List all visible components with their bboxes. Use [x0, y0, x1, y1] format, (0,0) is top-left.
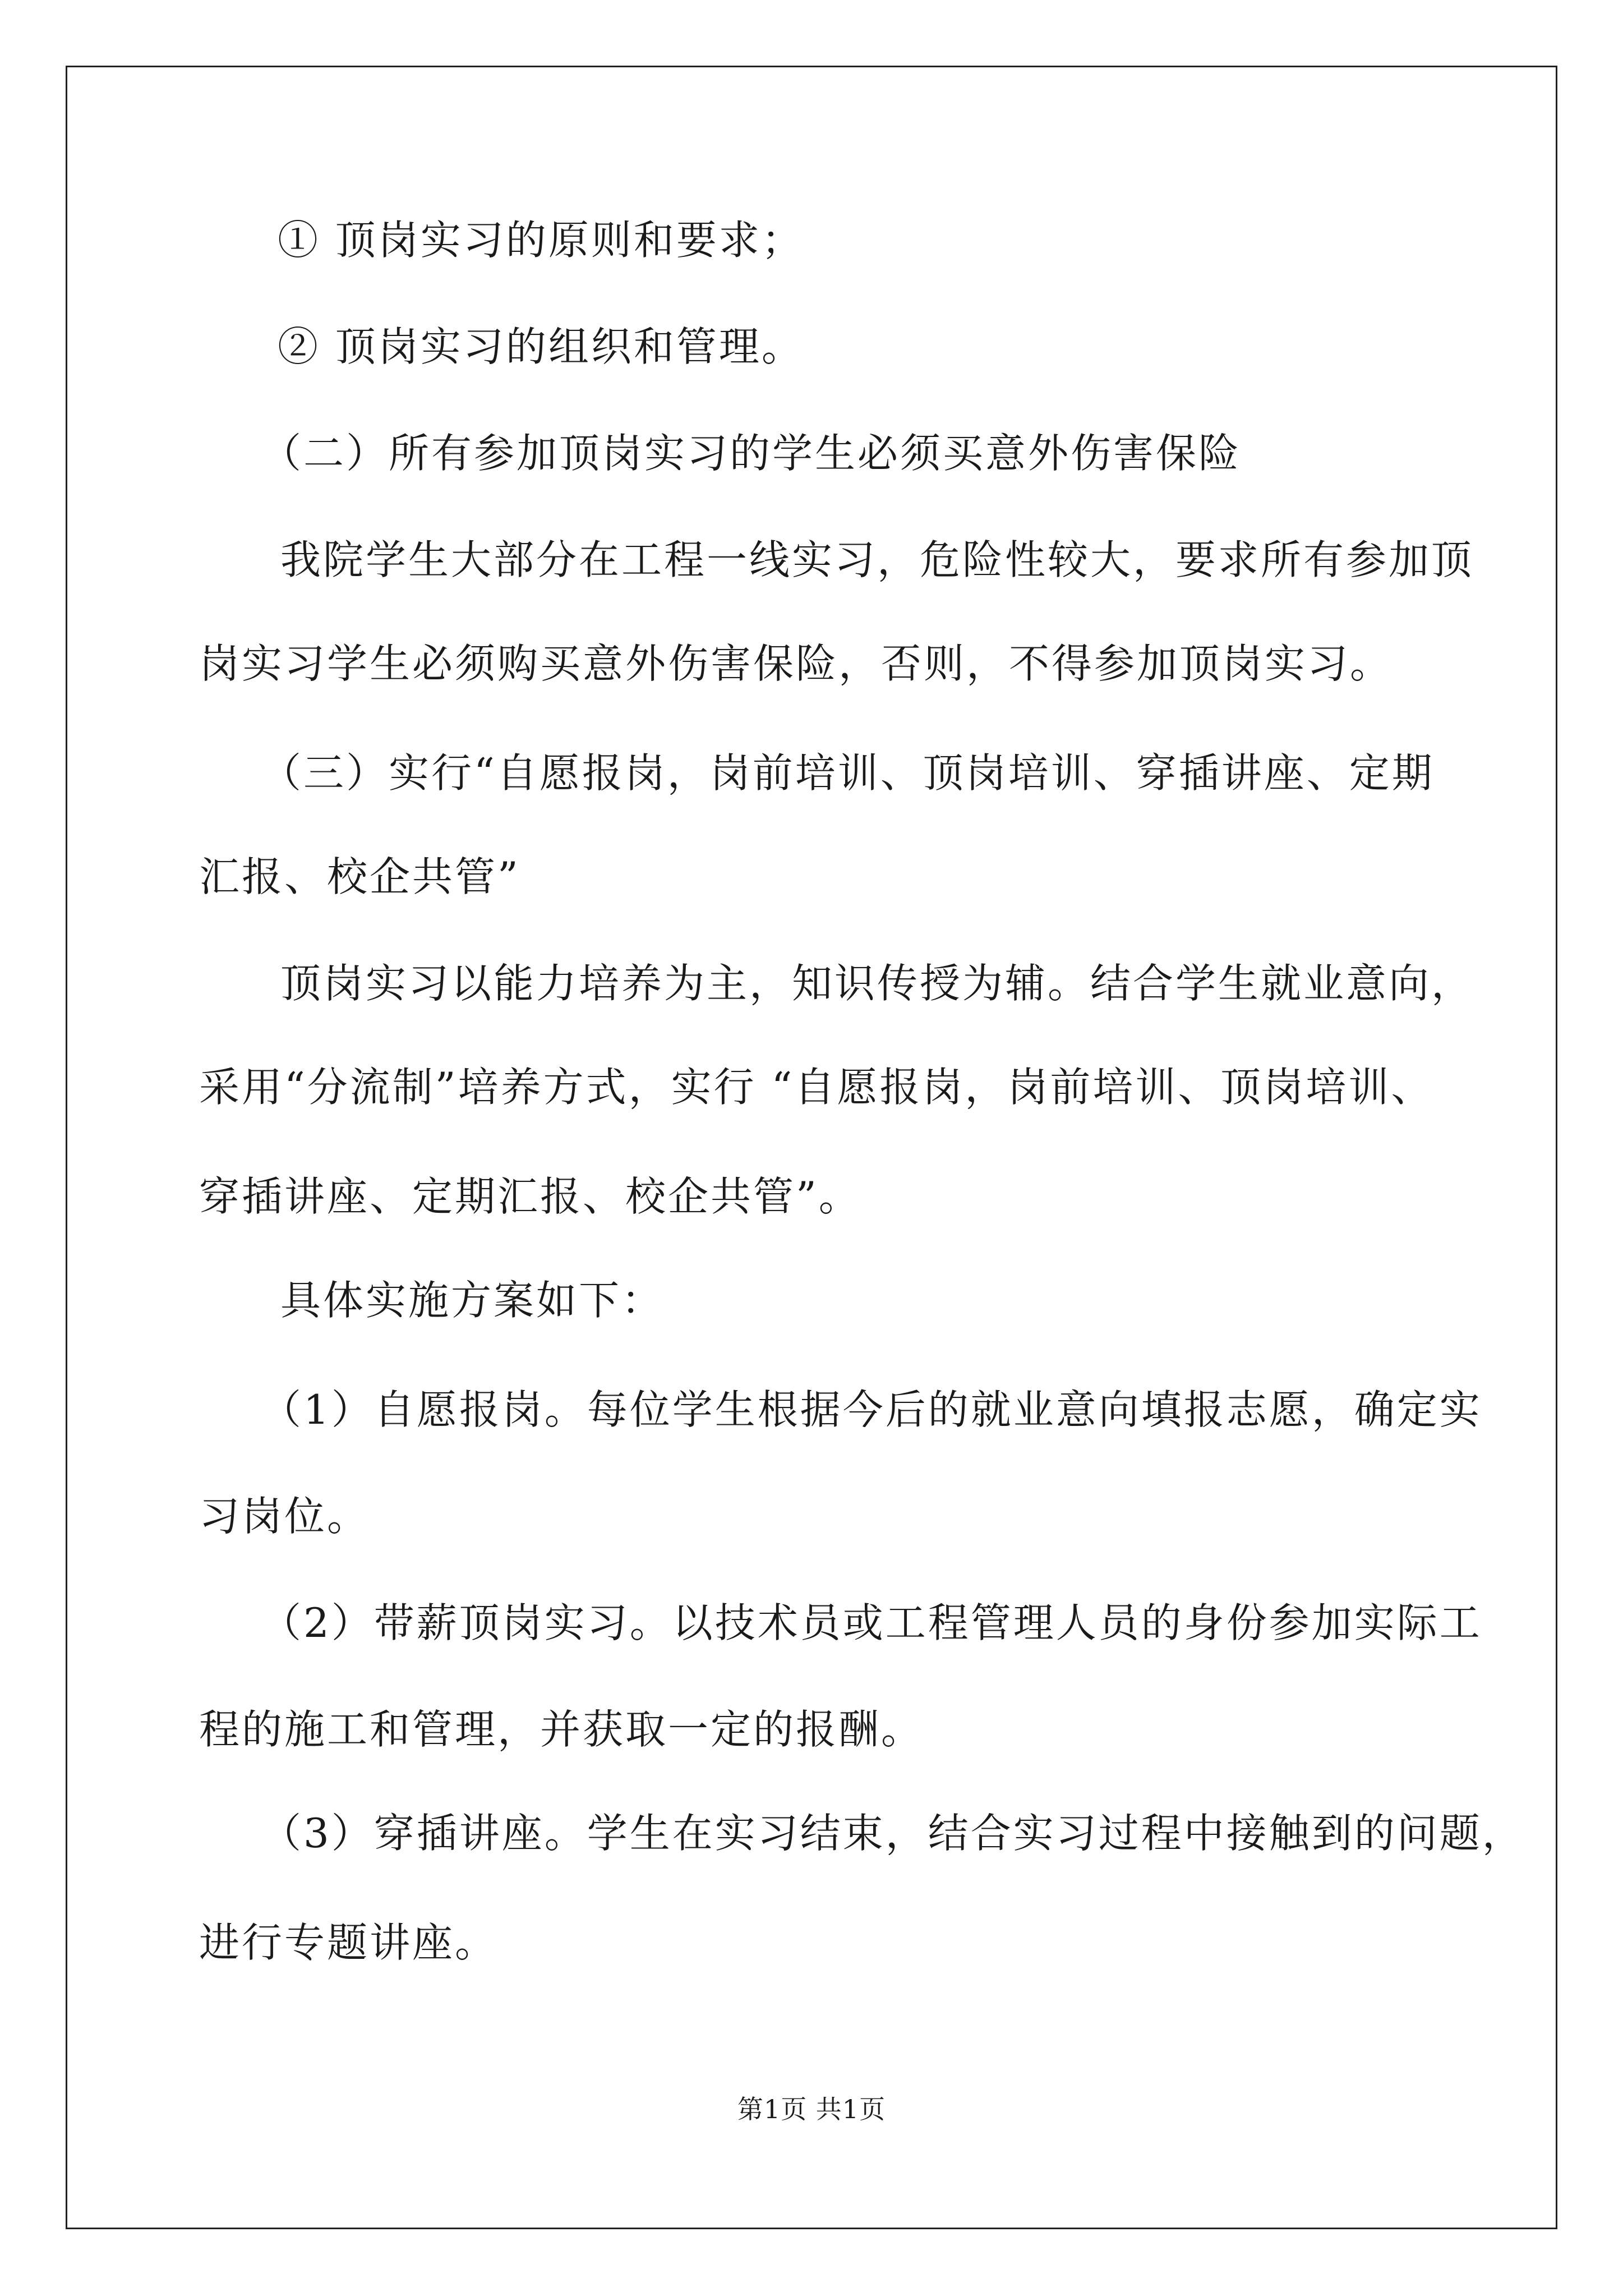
text-line: ① 顶岗实习的原则和要求； — [278, 217, 804, 264]
text-line: 顶岗实习以能力培养为主，知识传授为辅。结合学生就业意向， — [280, 960, 1474, 1007]
text-line: 岗实习学生必须购买意外伤害保险，否则，不得参加顶岗实习。 — [199, 640, 1393, 687]
text-line: 程的施工和管理，并获取一定的报酬。 — [199, 1706, 924, 1753]
list-item: （1）自愿报岗。每位学生根据今后的就业意向填报志愿，确定实 — [261, 1386, 1482, 1433]
text-line: 具体实施方案如下： — [280, 1277, 665, 1324]
list-item: （3）穿插讲座。学生在实习结束，结合实习过程中接触到的问题， — [261, 1810, 1525, 1857]
page-footer: 第1页 共1页 — [737, 2094, 886, 2124]
text-line: 穿插讲座、定期汇报、校企共管”。 — [199, 1173, 861, 1220]
text-line: 汇报、校企共管” — [199, 853, 520, 900]
text-line: 习岗位。 — [199, 1493, 370, 1540]
section-heading: （二）所有参加顶岗实习的学生必须买意外伤害保险 — [261, 430, 1242, 477]
text-line: 采用“分流制”培养方式，实行 “自愿报岗，岗前培训、顶岗培训、 — [199, 1064, 1434, 1111]
text-line: ② 顶岗实习的组织和管理。 — [278, 323, 804, 370]
section-heading: （三）实行“自愿报岗，岗前培训、顶岗培训、穿插讲座、定期 — [261, 749, 1435, 797]
text-line: 进行专题讲座。 — [199, 1919, 498, 1966]
page-border — [66, 66, 1557, 2229]
text-line: 我院学生大部分在工程一线实习，危险性较大，要求所有参加顶 — [280, 536, 1474, 583]
list-item: （2）带薪顶岗实习。以技术员或工程管理人员的身份参加实际工 — [261, 1599, 1482, 1646]
